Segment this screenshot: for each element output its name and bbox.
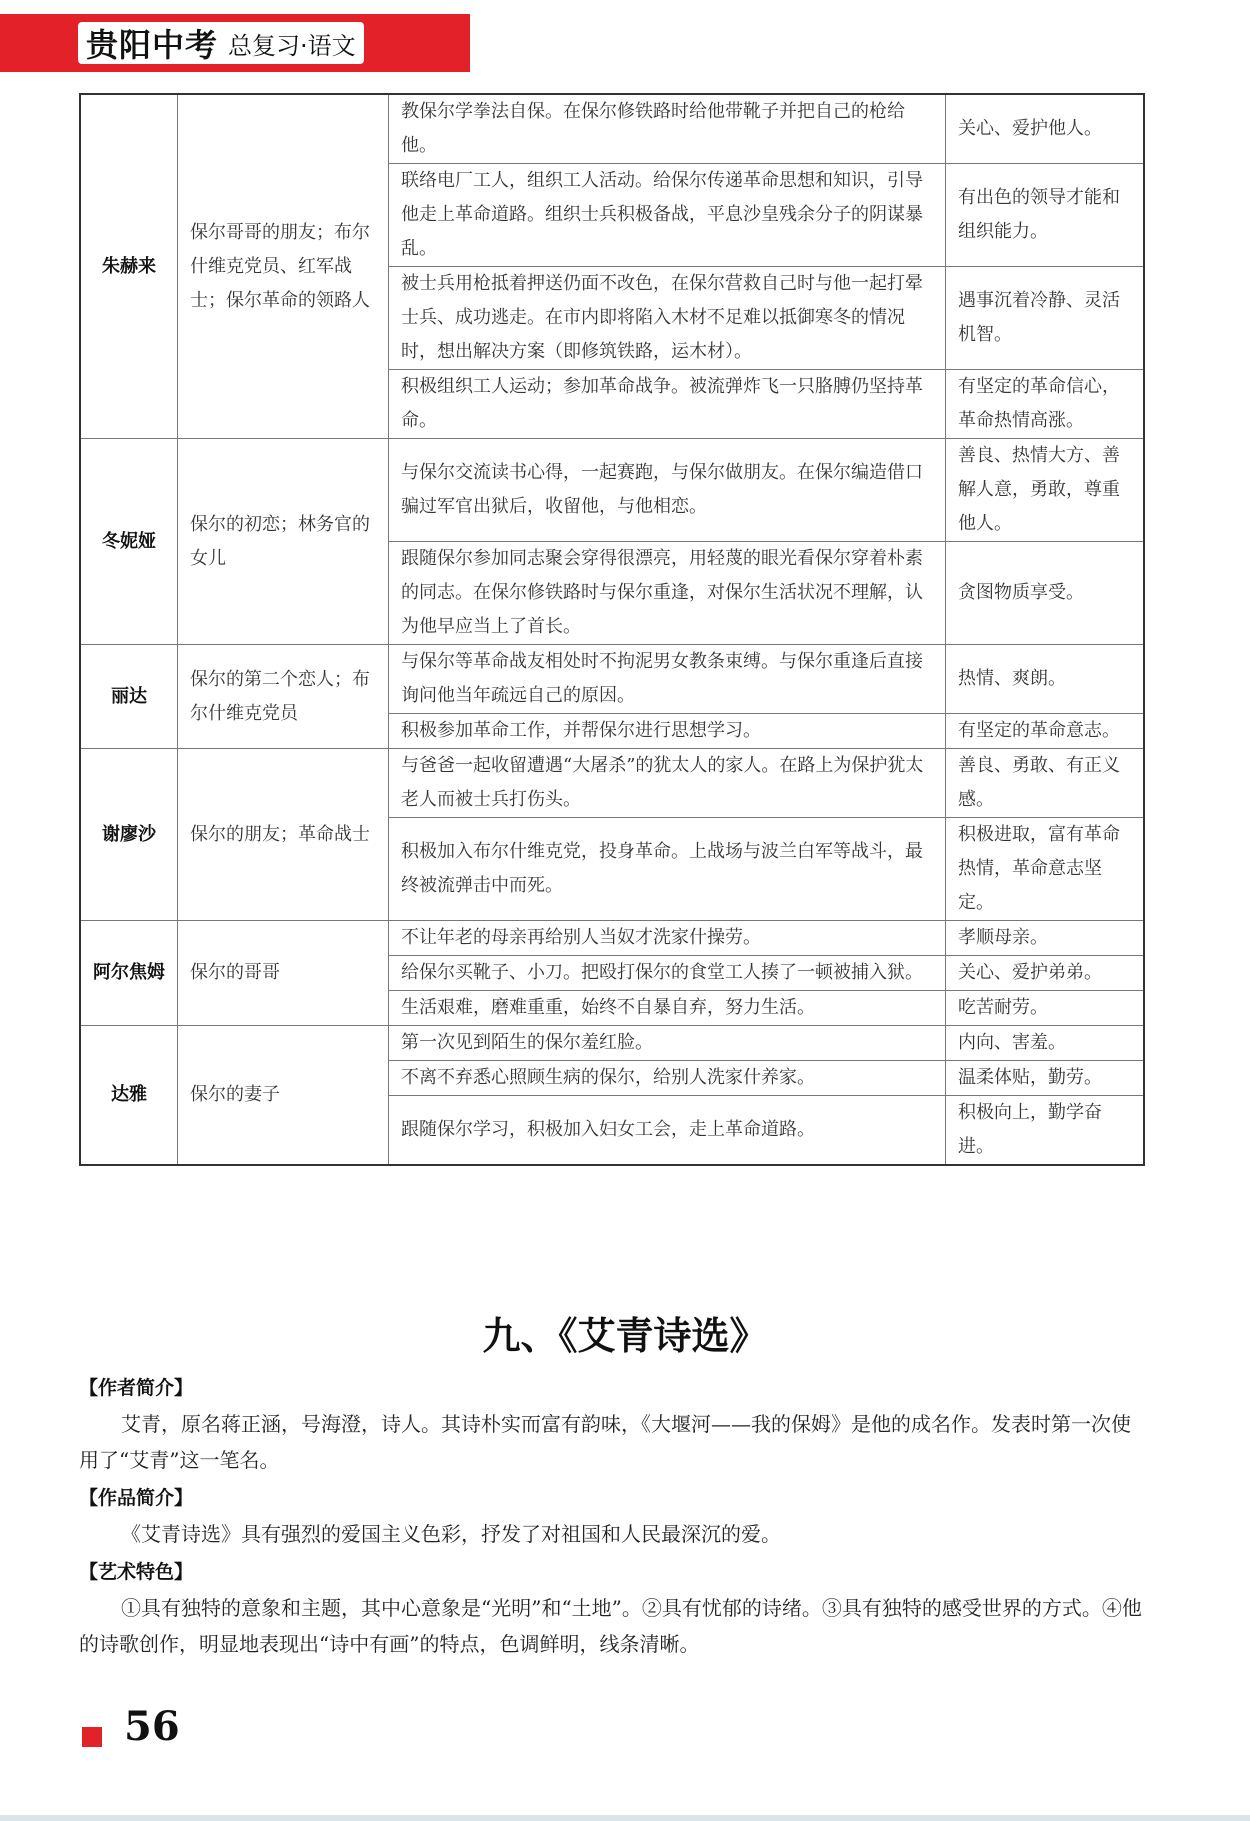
- character-name: 冬妮娅: [80, 439, 178, 645]
- table-row: [80, 749, 1144, 818]
- character-deed: 积极加入布尔什维克党，投身革命。上战场与波兰白军等战斗，最终被流弹击中而死。: [389, 818, 946, 921]
- character-trait: 善良、勇敢、有正义感。: [946, 749, 1145, 818]
- character-identity: 保尔的初恋；林务官的女儿: [178, 439, 389, 645]
- character-name: 阿尔焦姆: [80, 921, 178, 1026]
- character-name: 朱赫来: [80, 94, 178, 439]
- table-row: [80, 921, 1144, 956]
- page-number: 56: [124, 1703, 180, 1750]
- character-name: 达雅: [80, 1026, 178, 1166]
- character-trait: 积极向上，勤学奋进。: [946, 1096, 1145, 1166]
- character-table: [79, 93, 1145, 1166]
- character-deed: 与保尔交流读书心得，一起赛跑，与保尔做朋友。在保尔编造借口骗过军官出狱后，收留他，与他相恋。: [389, 439, 946, 542]
- table-row: [80, 94, 1144, 164]
- book-title: 贵阳中考: [86, 26, 219, 64]
- character-name: 谢廖沙: [80, 749, 178, 921]
- bottom-bar: [0, 1815, 1250, 1821]
- character-trait: 热情、爽朗。: [946, 645, 1145, 714]
- character-deed: 积极组织工人运动；参加革命战争。被流弹炸飞一只胳膊仍坚持革命。: [389, 370, 946, 439]
- character-identity: 保尔的妻子: [178, 1026, 389, 1166]
- table-row: [80, 1026, 1144, 1061]
- character-identity: 保尔的哥哥: [178, 921, 389, 1026]
- character-trait: 温柔体贴，勤劳。: [946, 1061, 1145, 1096]
- section-title: 九、《艾青诗选》: [482, 1313, 768, 1358]
- page-number-marker: [82, 1727, 102, 1747]
- character-trait: 关心、爱护他人。: [946, 94, 1145, 164]
- character-deed: 积极参加革命工作，并帮保尔进行思想学习。: [389, 714, 946, 749]
- header-band: [0, 14, 470, 72]
- character-trait: 有坚定的革命信心，革命热情高涨。: [946, 370, 1145, 439]
- character-trait: 关心、爱护弟弟。: [946, 956, 1145, 991]
- table-row: [80, 645, 1144, 714]
- book-subtitle: 总复习·语文: [228, 31, 356, 60]
- character-trait: 有坚定的革命意志。: [946, 714, 1145, 749]
- character-identity: 保尔的第二个恋人；布尔什维克党员: [178, 645, 389, 749]
- character-trait: 有出色的领导才能和组织能力。: [946, 164, 1145, 267]
- character-deed: 与保尔等革命战友相处时不拘泥男女教条束缚。与保尔重逢后直接询问他当年疏远自己的原因。: [389, 645, 946, 714]
- author-label: 【作者简介】: [79, 1377, 194, 1399]
- character-trait: 贪图物质享受。: [946, 542, 1145, 645]
- character-name: 丽达: [80, 645, 178, 749]
- character-trait: 积极进取，富有革命热情，革命意志坚定。: [946, 818, 1145, 921]
- author-text: 艾青，原名蒋正涵，号海澄，诗人。其诗朴实而富有韵味，《大堰河——我的保姆》是他的成名作。发表时第一次使用了“艾青”这一笔名。: [79, 1412, 1131, 1472]
- work-text: 《艾青诗选》具有强烈的爱国主义色彩，抒发了对祖国和人民最深沉的爱。: [121, 1522, 781, 1546]
- character-deed: 联络电厂工人，组织工人活动。给保尔传递革命思想和知识，引导他走上革命道路。组织士兵积极备战，平息沙皇残余分子的阴谋暴乱。: [389, 164, 946, 267]
- character-deed: 给保尔买靴子、小刀。把殴打保尔的食堂工人揍了一顿被捕入狱。: [389, 956, 946, 991]
- art-text: ①具有独特的意象和主题，其中心意象是“光明”和“土地”。②具有忧郁的诗绪。③具有独特的感受世界的方式。④他的诗歌创作，明显地表现出“诗中有画”的特点，色调鲜明，线条清晰。: [79, 1596, 1142, 1656]
- character-deed: 教保尔学拳法自保。在保尔修铁路时给他带靴子并把自己的枪给他。: [389, 94, 946, 164]
- character-trait: 吃苦耐劳。: [946, 991, 1145, 1026]
- section-body: [79, 1368, 1145, 1662]
- character-deed: 第一次见到陌生的保尔羞红脸。: [389, 1026, 946, 1061]
- character-identity: 保尔的朋友；革命战士: [178, 749, 389, 921]
- character-trait: 善良、热情大方、善解人意，勇敢，尊重他人。: [946, 439, 1145, 542]
- character-deed: 与爸爸一起收留遭遇“大屠杀”的犹太人的家人。在路上为保护犹太老人而被士兵打伤头。: [389, 749, 946, 818]
- character-identity: 保尔哥哥的朋友；布尔什维克党员、红军战士；保尔革命的领路人: [178, 94, 389, 439]
- character-deed: 不让年老的母亲再给别人当奴才洗家什操劳。: [389, 921, 946, 956]
- character-deed: 跟随保尔参加同志聚会穿得很漂亮，用轻蔑的眼光看保尔穿着朴素的同志。在保尔修铁路时与保尔重逢，对保尔生活状况不理解，认为他早应当上了首长。: [389, 542, 946, 645]
- character-deed: 不离不弃悉心照顾生病的保尔，给别人洗家什养家。: [389, 1061, 946, 1096]
- table-row: [80, 439, 1144, 542]
- character-trait: 孝顺母亲。: [946, 921, 1145, 956]
- work-label: 【作品简介】: [79, 1487, 194, 1509]
- header-title-box: [78, 22, 364, 64]
- character-trait: 遇事沉着冷静、灵活机智。: [946, 267, 1145, 370]
- character-deed: 跟随保尔学习，积极加入妇女工会，走上革命道路。: [389, 1096, 946, 1166]
- art-label: 【艺术特色】: [79, 1561, 194, 1583]
- character-trait: 内向、害羞。: [946, 1026, 1145, 1061]
- character-deed: 生活艰难，磨难重重，始终不自暴自弃，努力生活。: [389, 991, 946, 1026]
- character-deed: 被士兵用枪抵着押送仍面不改色，在保尔营救自己时与他一起打晕士兵、成功逃走。在市内即将陷入木材不足难以抵御寒冬的情况时，想出解决方案（即修筑铁路，运木材）。: [389, 267, 946, 370]
